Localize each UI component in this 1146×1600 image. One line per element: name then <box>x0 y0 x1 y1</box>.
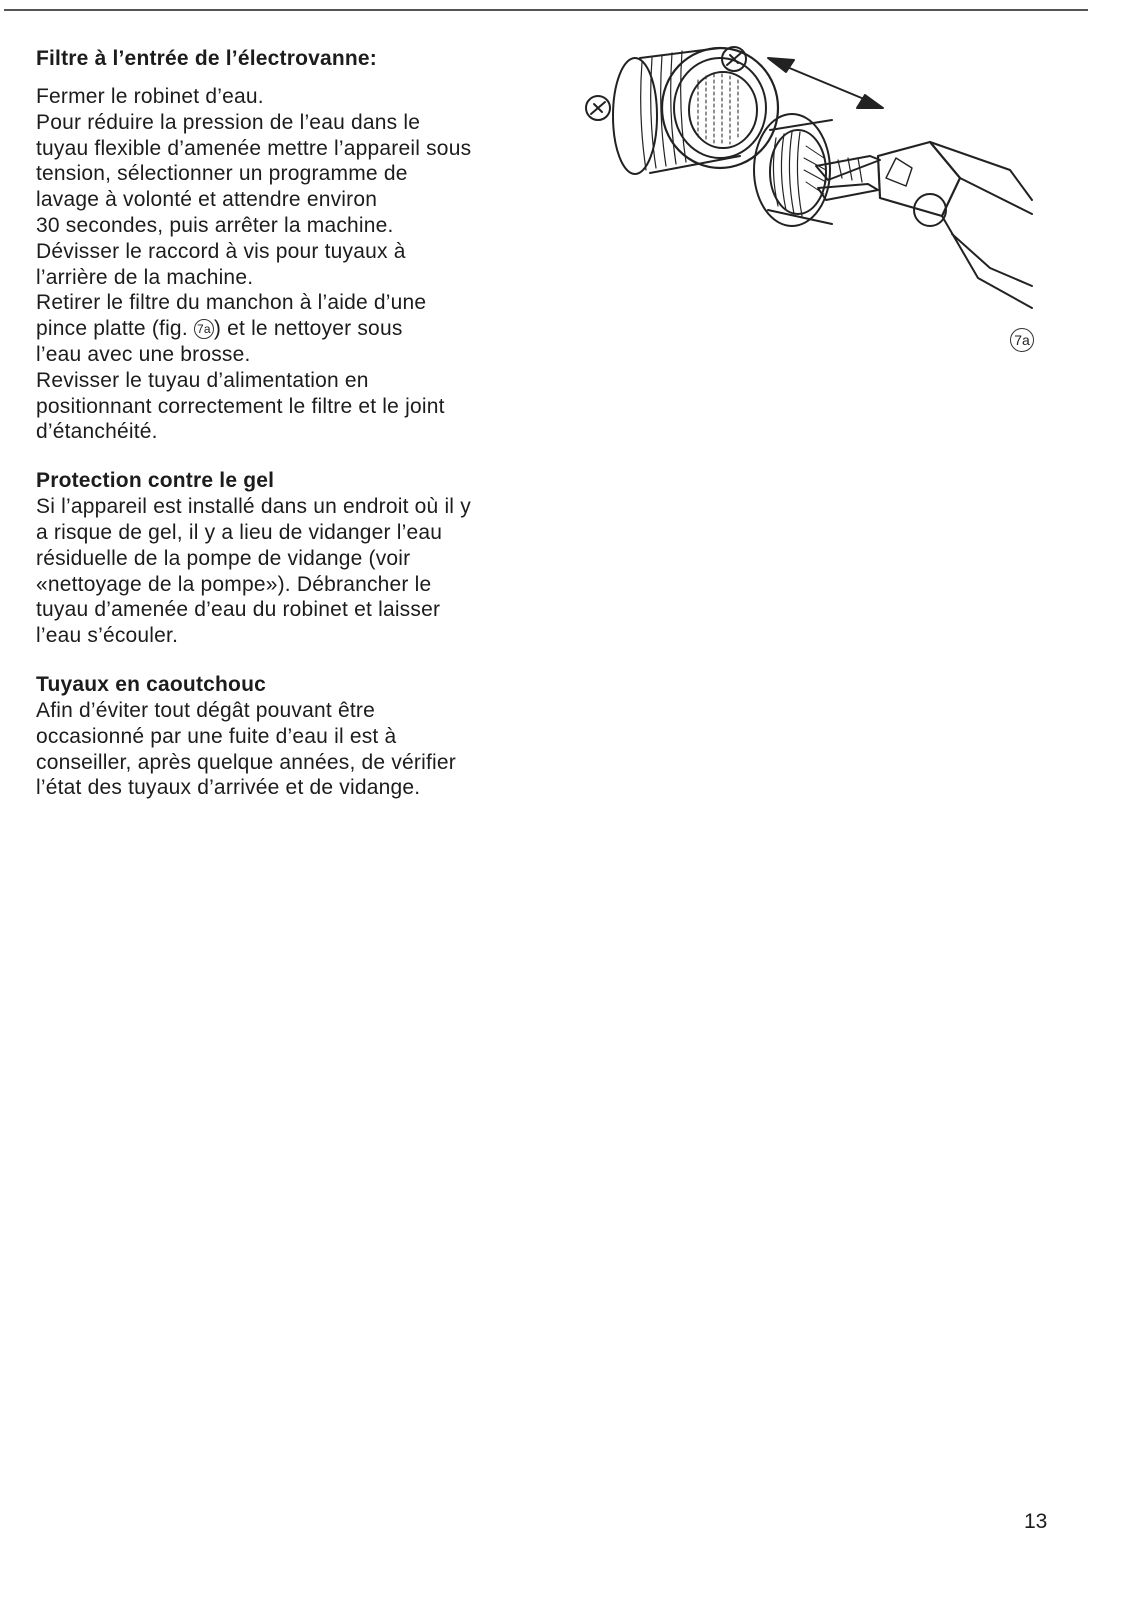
section-heading: Filtre à l’entrée de l’électrovanne: <box>36 47 377 70</box>
text-line: positionnant correctement le filtre et le joint <box>36 394 445 418</box>
text-line-with-figure-ref <box>36 316 556 342</box>
text-line: Afin d’éviter tout dégât pouvant être <box>36 698 375 722</box>
text-line: d’étanchéité. <box>36 420 158 444</box>
text-line: 30 secondes, puis arrêter la machine. <box>36 213 394 237</box>
text-line: Dévisser le raccord à vis pour tuyaux à <box>36 239 406 263</box>
main-text <box>36 46 556 801</box>
text-line: Si l’appareil est installé dans un endroit où il y <box>36 495 471 519</box>
section-body <box>36 698 556 801</box>
pliers-icon <box>816 142 1032 308</box>
text-line: Retirer le filtre du manchon à l’aide d’une <box>36 291 427 315</box>
section-heading: Tuyaux en caoutchouc <box>36 672 266 696</box>
text-line: Pour réduire la pression de l’eau dans le <box>36 110 421 134</box>
top-rule <box>4 9 1088 11</box>
text-line: tension, sélectionner un programme de <box>36 162 408 186</box>
text-line: l’état des tuyaux d’arrivée et de vidange. <box>36 776 421 800</box>
text-line: Revisser le tuyau d’alimentation en <box>36 368 369 392</box>
screw-icon <box>586 96 610 120</box>
figure-reference-badge: 7a <box>194 319 214 339</box>
section-body <box>36 494 556 649</box>
text-fragment: ) et le nettoyer sous <box>213 317 403 341</box>
text-line: conseiller, après quelque années, de vérifier <box>36 750 456 774</box>
text-line: tuyau flexible d’amenée mettre l’appareil sous <box>36 136 472 160</box>
section-frost-protection <box>36 468 556 649</box>
text-line: résiduelle de la pompe de vidange (voir <box>36 546 411 570</box>
text-line: «nettoyage de la pompe»). Débrancher le <box>36 572 432 596</box>
section-inlet-filter <box>36 46 556 445</box>
double-arrow-icon <box>768 58 883 108</box>
text-fragment: pince platte (fig. <box>36 317 194 341</box>
threaded-coupling <box>613 48 778 174</box>
text-line: lavage à volonté et attendre environ <box>36 188 378 212</box>
text-line: tuyau d’amenée d’eau du robinet et laisser <box>36 598 441 622</box>
page-number: 13 <box>1024 1510 1048 1533</box>
section-heading: Protection contre le gel <box>36 469 275 493</box>
text-line: l’eau s’écouler. <box>36 624 179 648</box>
figure-label: 7a <box>1010 328 1034 352</box>
text-line: l’eau avec une brosse. <box>36 342 251 366</box>
text-line: a risque de gel, il y a lieu de vidanger l’eau <box>36 520 443 544</box>
section-body <box>36 84 556 445</box>
section-rubber-hoses <box>36 672 556 801</box>
text-line: l’arrière de la machine. <box>36 265 254 289</box>
text-line: Fermer le robinet d’eau. <box>36 85 264 108</box>
filter-removal-pliers-illustration <box>580 38 1050 338</box>
text-line: occasionné par une fuite d’eau il est à <box>36 724 397 748</box>
